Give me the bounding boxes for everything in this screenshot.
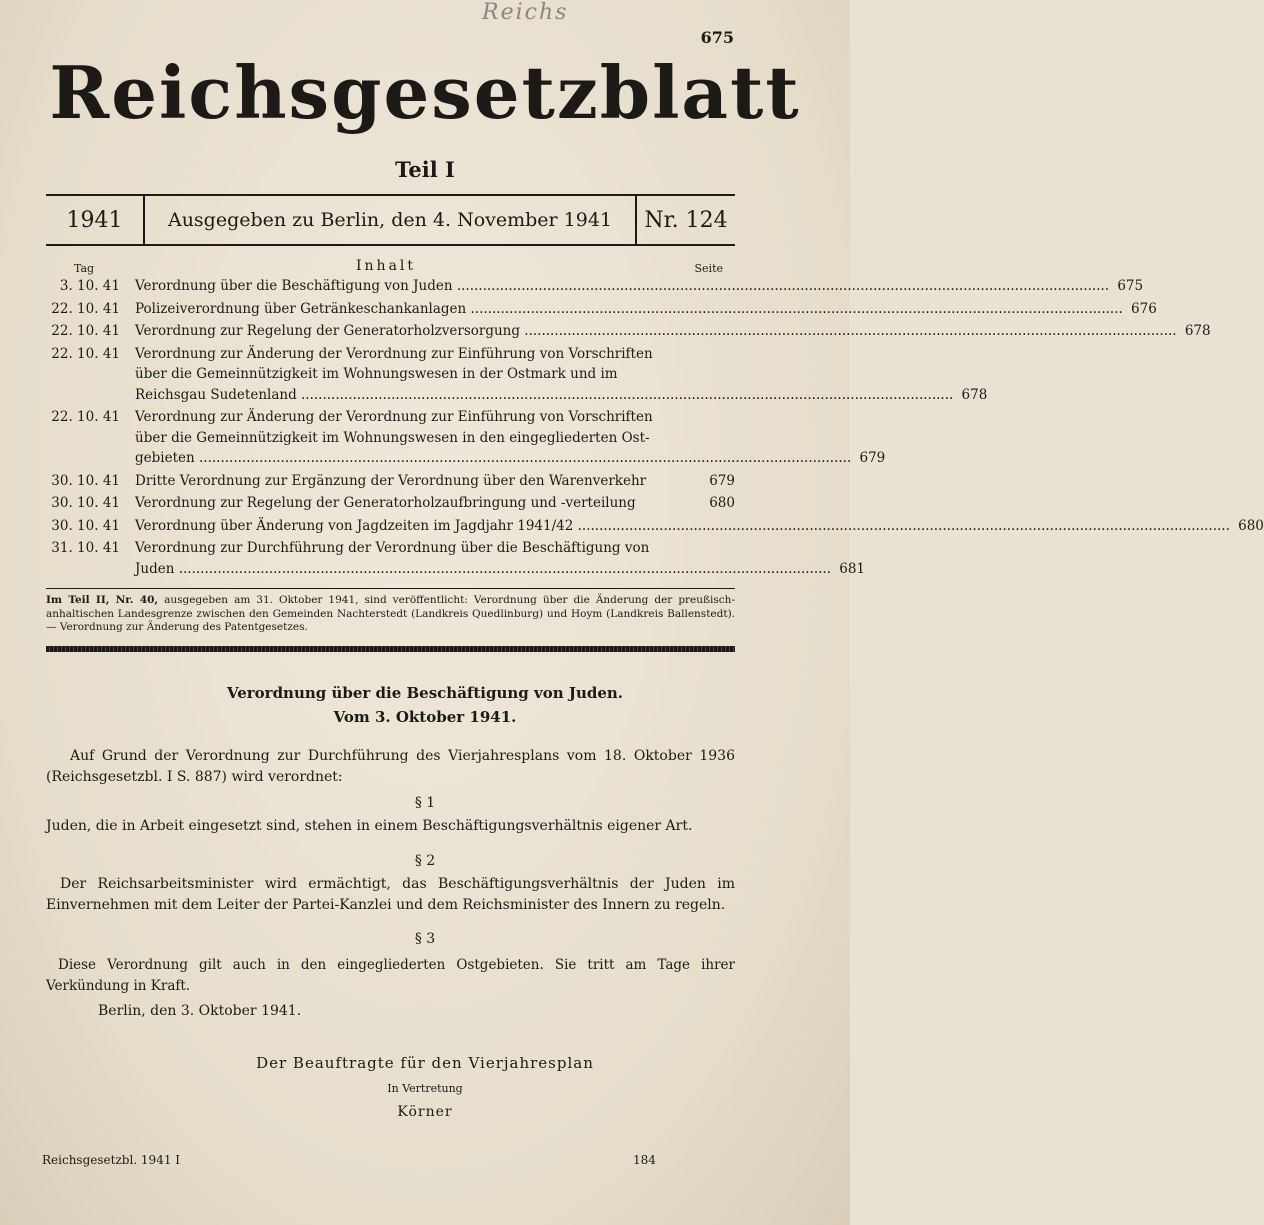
toc-text: Verordnung zur Änderung der Verordnung zur Einführung von Vorschriften	[135, 409, 653, 425]
issue-place-date: Ausgegeben zu Berlin, den 4. November 1941	[145, 196, 637, 244]
section-heading: § 1	[414, 795, 436, 811]
pencil-annotation: Reichs	[482, 0, 569, 25]
toc-date: 22. 10. 41	[51, 409, 120, 425]
toc-entry	[46, 276, 1144, 297]
thick-rule	[46, 646, 735, 652]
toc-text: Juden .....	[135, 559, 831, 580]
toc-text: Verordnung über die Beschäftigung von Juden .....	[135, 276, 1109, 297]
signatory-name: Körner	[397, 1104, 453, 1120]
decree-date: Vom 3. Oktober 1941.	[333, 708, 517, 726]
toc-text: Verordnung zur Regelung der Generatorholzaufbringung und -verteilung	[135, 495, 636, 511]
teil2-note-text: ausgegeben am 31. Oktober 1941, sind veröffentlicht: Verordnung über die Änderung der preußisch-anhaltischen Landesgrenze zwischen den Gemeinden Nachterstedt (Landkreis Quedlinburg) und Hoym (Landkreis Ballenstedt). — Verordnung zur Änderung des Patentgesetzes.	[46, 594, 735, 633]
decree-place-date: Berlin, den 3. Oktober 1941.	[98, 1003, 302, 1019]
table-of-contents	[46, 276, 1264, 581]
masthead-title: Reichsgesetzblatt	[49, 50, 801, 135]
toc-page: 680	[1238, 517, 1264, 534]
toc-entry	[46, 344, 988, 406]
teil2-note-lead: Im Teil II, Nr. 40,	[46, 594, 159, 606]
toc-date: 31. 10. 41	[51, 540, 120, 556]
issue-year: 1941	[46, 196, 145, 244]
toc-date: 22. 10. 41	[51, 345, 120, 362]
toc-text: Verordnung zur Änderung der Verordnung zur Einführung von Vorschriften	[135, 345, 653, 362]
issue-bar	[46, 194, 735, 246]
toc-date: 22. 10. 41	[51, 300, 120, 317]
toc-text: Dritte Verordnung zur Ergänzung der Verordnung über den Warenverkehr	[135, 472, 647, 489]
issue-number: Nr. 124	[644, 207, 728, 233]
on-behalf: In Vertretung	[387, 1082, 463, 1095]
toc-entry	[46, 538, 866, 579]
section-text: Diese Verordnung gilt auch in den eingegliederten Ostgebieten. Sie tritt am Tage ihrer Verkündung in Kraft.	[46, 957, 735, 994]
toc-entry	[46, 299, 1157, 320]
toc-page: 678	[1184, 323, 1211, 339]
section-text: Juden, die in Arbeit eingesetzt sind, stehen in einem Beschäftigungsverhältnis eigener Art.	[46, 818, 693, 834]
toc-entry	[46, 516, 1264, 537]
toc-page: 678	[961, 386, 988, 403]
toc-page: 681	[839, 560, 866, 577]
toc-date: 22. 10. 41	[51, 323, 120, 339]
toc-page: 679	[709, 472, 735, 489]
toc-entry	[46, 321, 1211, 342]
toc-date: 3. 10. 41	[59, 278, 120, 294]
toc-text: gebieten .....	[135, 448, 851, 469]
toc-entry	[46, 493, 735, 514]
toc-date: 30. 10. 41	[51, 517, 120, 534]
toc-text: Verordnung zur Regelung der Generatorholzversorgung .....	[135, 321, 1177, 342]
toc-text: Verordnung über Änderung von Jagdzeiten im Jagdjahr 1941/42 .....	[135, 516, 1230, 537]
toc-page: 676	[1131, 300, 1157, 317]
section-heading: § 2	[414, 853, 436, 869]
toc-text: über die Gemeinnützigkeit im Wohnungswesen in den eingegliederten Ost-	[135, 429, 650, 446]
toc-text: Verordnung zur Durchführung der Verordnung über die Beschäftigung von	[135, 540, 650, 556]
toc-page: 680	[709, 495, 735, 511]
footer-number: 184	[633, 1153, 656, 1167]
section-text: Der Reichsarbeitsminister wird ermächtigt, das Beschäftigungsverhältnis der Juden im Einvernehmen mit dem Leiter der Partei-Kanzlei und dem Reichsminister des Innern zu regeln.	[46, 876, 735, 913]
divider	[46, 588, 735, 589]
toc-col-day: Tag	[74, 262, 95, 275]
section-heading: § 3	[414, 931, 436, 947]
toc-page: 679	[859, 450, 886, 466]
toc-entry	[46, 471, 735, 492]
toc-entry	[46, 407, 886, 469]
footer-publication: Reichsgesetzbl. 1941 I	[42, 1153, 181, 1167]
page-number: 675	[700, 28, 734, 47]
toc-col-page: Seite	[694, 262, 723, 275]
toc-text: Reichsgau Sudetenland .....	[135, 385, 953, 406]
toc-date: 30. 10. 41	[51, 472, 120, 489]
toc-text: Polizeiverordnung über Getränkeschankanlagen .....	[135, 299, 1123, 320]
toc-page: 675	[1117, 278, 1144, 294]
teil2-note	[46, 594, 735, 635]
signatory-title: Der Beauftragte für den Vierjahresplan	[256, 1054, 594, 1072]
part-label: Teil I	[395, 157, 455, 182]
decree-title: Verordnung über die Beschäftigung von Juden.	[226, 684, 624, 702]
toc-col-content: Inhalt	[356, 258, 417, 274]
toc-text: über die Gemeinnützigkeit im Wohnungswesen in der Ostmark und im	[135, 366, 618, 382]
toc-date: 30. 10. 41	[51, 495, 120, 511]
decree-intro: Auf Grund der Verordnung zur Durchführung des Vierjahresplans vom 18. Oktober 1936 (Reichsgesetzbl. I S. 887) wird verordnet:	[46, 748, 735, 785]
